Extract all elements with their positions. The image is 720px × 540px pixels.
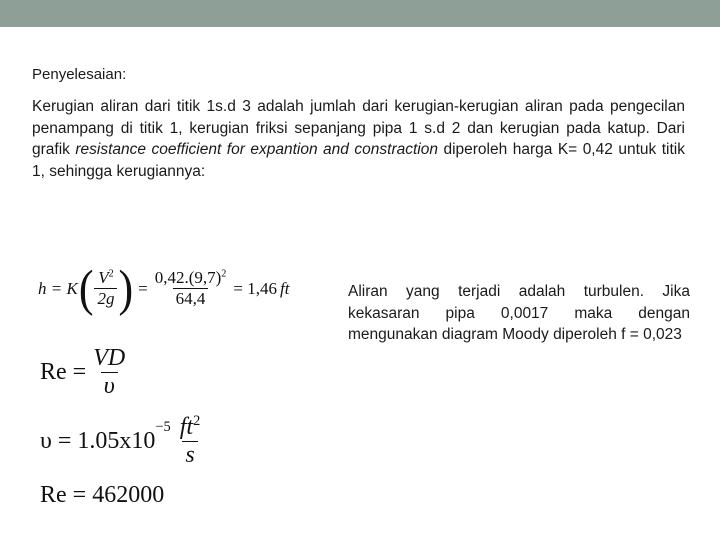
eq1-equals: = <box>138 278 148 298</box>
eq3-num-sup: 2 <box>193 413 201 429</box>
paragraph-italic-term: resistance coefficient for expantion and constraction <box>75 141 438 158</box>
paragraph-text-1: Kerugian aliran dari titik 1s.d 3 adalah jumlah dari kerugian-kerugian aliran pada pengecilan penampang di titik 1, kerugian friksi sepanjang pipa 1 s.d 2 dan kerugian pada katup. Dari grafik <box>32 98 685 158</box>
eq1-left-paren: ( <box>78 259 94 317</box>
reynolds-result-equation: Re = 462000 <box>40 482 165 508</box>
eq1-num1: V <box>98 268 109 287</box>
eq3-num: ft <box>179 414 194 440</box>
eq3-fraction <box>177 413 204 469</box>
eq3-lhs: υ = 1.05x10 <box>40 427 156 454</box>
slide-heading: Penyelesaian: <box>32 66 127 83</box>
explanation-paragraph <box>32 96 685 182</box>
eq1-fraction-1 <box>94 268 117 309</box>
eq1-num1-sup: 2 <box>108 268 114 280</box>
flow-regime-text: Aliran yang terjadi adalah turbulen. Jika kekasaran pipa 0,0017 maka dengan mengunakan diagram Moody diperoleh f = 0,023 <box>348 283 690 343</box>
eq1-den2: 64,4 <box>173 288 209 309</box>
eq1-fraction-2 <box>152 268 230 309</box>
eq1-right-paren: ) <box>118 259 134 317</box>
viscosity-equation <box>40 413 203 469</box>
eq2-num: VD <box>93 345 126 371</box>
top-banner <box>0 0 720 27</box>
eq2-fraction <box>90 345 128 400</box>
eq1-result: = 1,46 <box>233 278 277 298</box>
eq1-unit: ft <box>279 278 290 298</box>
reynolds-definition-equation <box>40 345 128 400</box>
eq1-num2: 0,42.(9,7) <box>154 268 222 287</box>
eq2-lhs: Re = <box>40 359 87 385</box>
eq1-lhs: h = K <box>38 278 78 298</box>
eq1-den1: 2g <box>94 288 117 309</box>
eq3-den: s <box>182 441 197 469</box>
eq2-den: υ <box>101 372 118 400</box>
eq3-exp: −5 <box>155 419 171 435</box>
paragraph-text-2: diperoleh harga K= 0,42 untuk titik 1, sehingga kerugiannya: <box>32 141 685 180</box>
head-loss-equation <box>38 259 290 317</box>
eq1-num2-sup: 2 <box>221 268 227 280</box>
